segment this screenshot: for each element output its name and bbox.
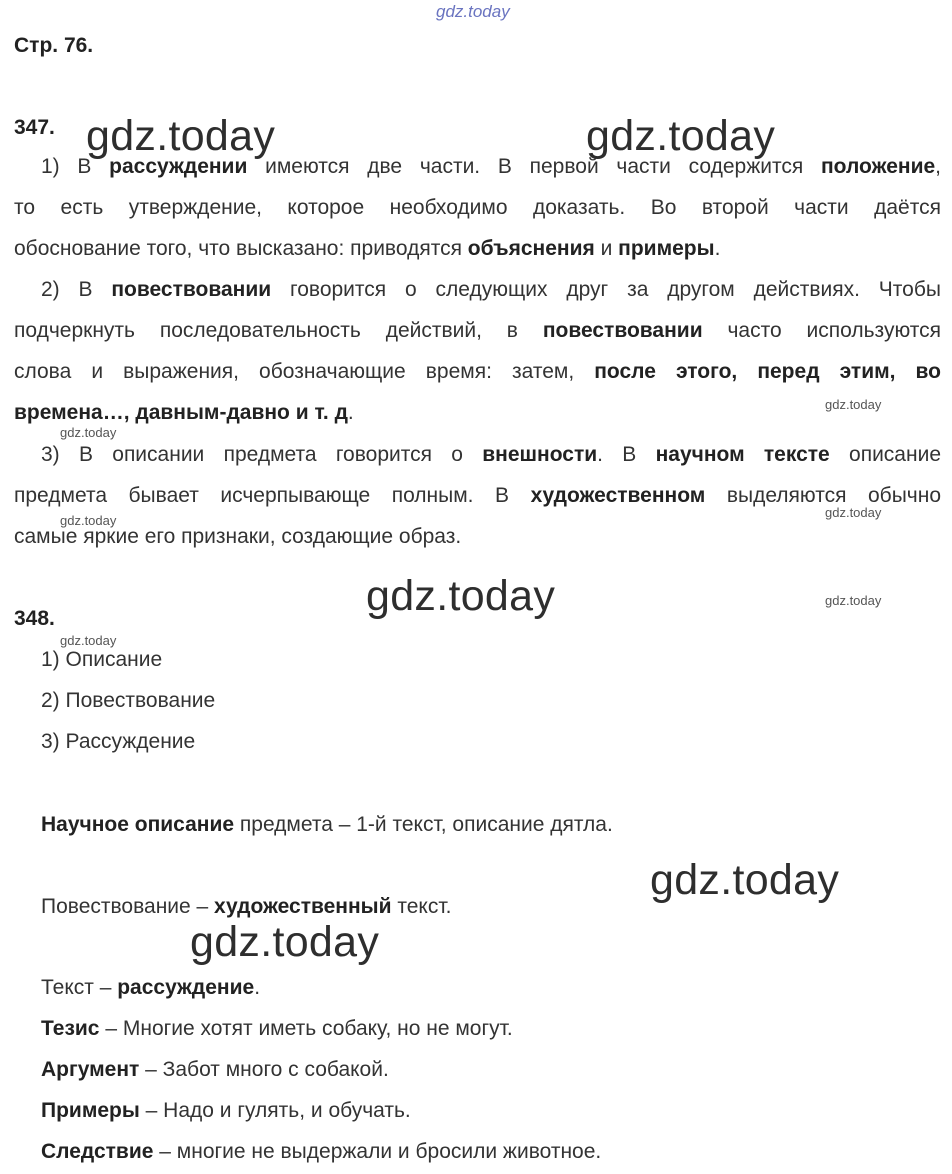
watermark-small: gdz.today bbox=[825, 593, 882, 608]
watermark-large: gdz.today bbox=[190, 918, 380, 966]
watermark-small: gdz.today bbox=[825, 505, 882, 520]
watermark-large: gdz.today bbox=[366, 572, 556, 620]
page-label: Стр. 76. bbox=[14, 34, 94, 57]
watermark-small: gdz.today bbox=[60, 513, 117, 528]
ex348-argument: Аргумент – Забот много с собакой. bbox=[41, 1058, 389, 1081]
ex347-p1-line3: обоснование того, что высказано: приводятся объяснения и примеры. bbox=[14, 237, 721, 260]
ex347-p2-line4: времена…, давным-давно и т. д. bbox=[14, 401, 354, 424]
ex348-narration: Повествование – художественный текст. bbox=[41, 895, 452, 918]
ex347-p2-line3: слова и выражения, обозначающие время: затем, после этого, перед этим, во bbox=[14, 360, 941, 383]
watermark-small: gdz.today bbox=[60, 425, 117, 440]
watermark-small: gdz.today bbox=[825, 397, 882, 412]
ex347-p2-line1: 2) В повествовании говорится о следующих друг за другом действиях. Чтобы bbox=[41, 278, 941, 301]
ex347-p3-line1: 3) В описании предмета говорится о внешности. В научном тексте описание bbox=[41, 443, 941, 466]
ex347-p1-line2: то есть утверждение, которое необходимо доказать. Во второй части даётся bbox=[14, 196, 941, 219]
watermark-large: gdz.today bbox=[650, 856, 840, 904]
ex348-consequence: Следствие – многие не выдержали и бросили животное. bbox=[41, 1140, 602, 1163]
exercise-347-number: 347. bbox=[14, 116, 55, 139]
ex347-p3-line3: самые яркие его признаки, создающие образ. bbox=[14, 525, 462, 548]
watermark-large: gdz.today bbox=[86, 112, 276, 160]
ex348-item-2: 2) Повествование bbox=[41, 689, 216, 712]
watermark-large: gdz.today bbox=[586, 112, 776, 160]
ex348-scientific-description: Научное описание предмета – 1-й текст, описание дятла. bbox=[41, 813, 613, 836]
ex347-p2-line2: подчеркнуть последовательность действий, в повествовании часто используются bbox=[14, 319, 941, 342]
ex348-examples: Примеры – Надо и гулять, и обучать. bbox=[41, 1099, 411, 1122]
ex348-thesis: Тезис – Многие хотят иметь собаку, но не могут. bbox=[41, 1017, 513, 1040]
ex347-p3-line2: предмета бывает исчерпывающе полным. В художественном выделяются обычно bbox=[14, 484, 942, 507]
ex348-item-1: 1) Описание bbox=[41, 648, 163, 671]
ex348-item-3: 3) Рассуждение bbox=[41, 730, 196, 753]
watermark-top: gdz.today bbox=[436, 2, 510, 21]
exercise-348-number: 348. bbox=[14, 607, 55, 630]
ex348-reasoning: Текст – рассуждение. bbox=[41, 976, 261, 999]
watermark-small: gdz.today bbox=[60, 633, 117, 648]
ex347-p1-line1: 1) В рассуждении имеются две части. В первой части содержится положение, bbox=[41, 155, 941, 178]
